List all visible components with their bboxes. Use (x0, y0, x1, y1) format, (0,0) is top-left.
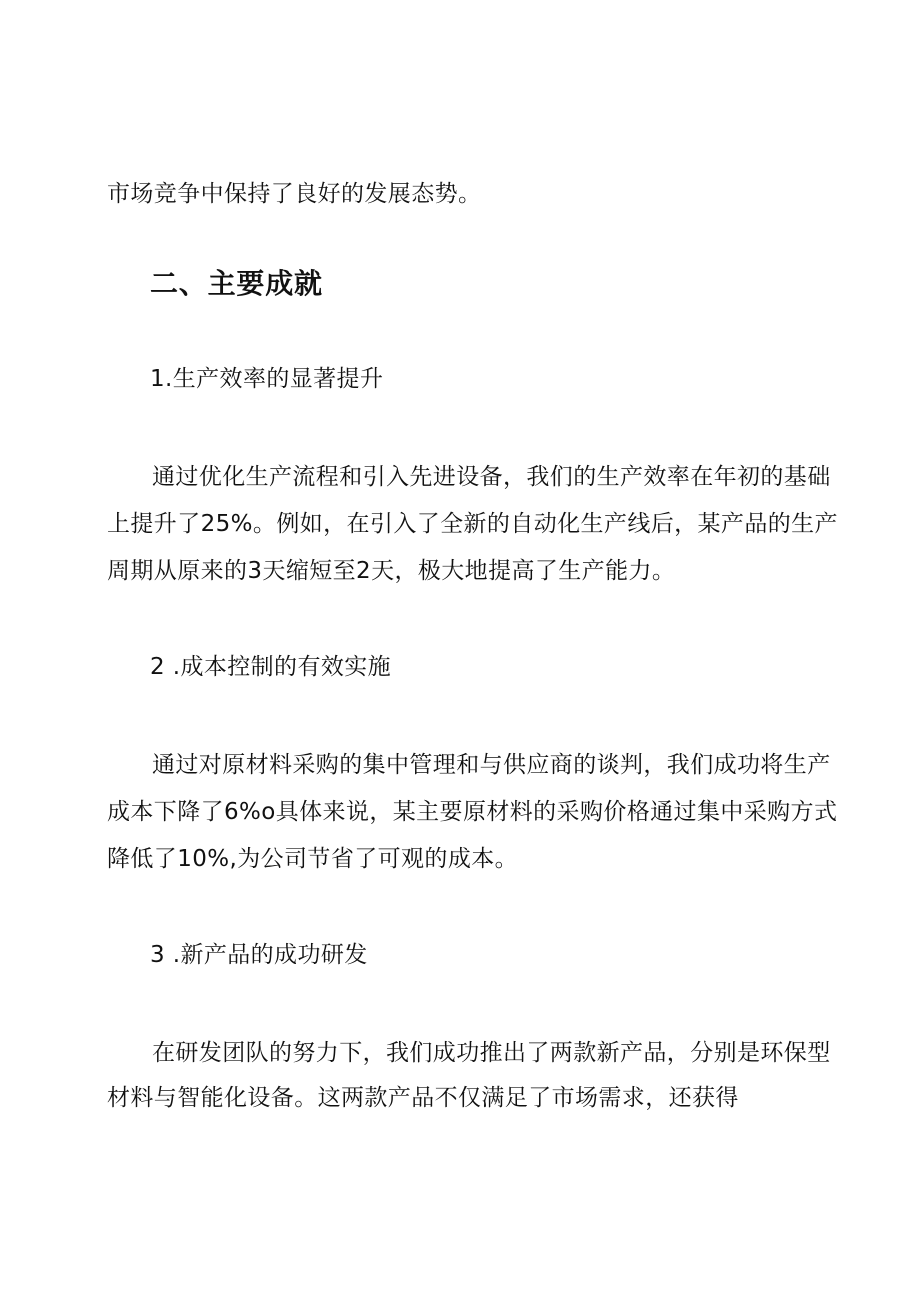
item-2-title: 2 .成本控制的有效实施 (150, 654, 392, 680)
item-3-paragraph-line: 在研发团队的努力下，我们成功推出了两款新产品，分别是环保型 (152, 1040, 831, 1066)
item-1-paragraph-line: 通过优化生产流程和引入先进设备，我们的生产效率在年初的基础 (152, 464, 831, 490)
item-2-paragraph-line: 通过对原材料采购的集中管理和与供应商的谈判，我们成功将生产 (152, 752, 831, 778)
item-2-paragraph-line: 降低了10%,为公司节省了可观的成本。 (107, 846, 519, 872)
item-3-paragraph-line: 材料与智能化设备。这两款产品不仅满足了市场需求，还获得 (107, 1085, 739, 1111)
item-1-paragraph-line: 周期从原来的3天缩短至2天，极大地提高了生产能力。 (107, 558, 676, 584)
intro-line: 市场竞争中保持了良好的发展态势。 (107, 181, 482, 207)
section-title: 二、主要成就 (150, 267, 323, 300)
item-3-title: 3 .新产品的成功研发 (150, 942, 368, 968)
item-1-title: 1.生产效率的显著提升 (150, 366, 384, 392)
item-2-paragraph-line: 成本下降了6%o具体来说，某主要原材料的采购价格通过集中采购方式 (107, 799, 838, 825)
item-1-paragraph-line: 上提升了25%。例如，在引入了全新的自动化生产线后，某产品的生产 (107, 511, 838, 537)
